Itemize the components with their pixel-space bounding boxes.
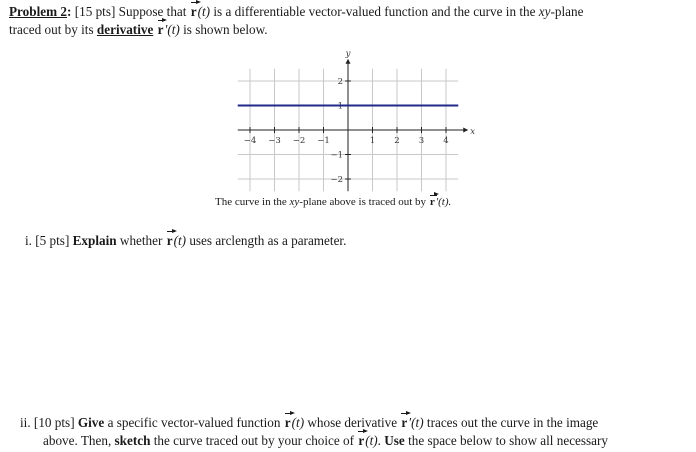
vector-r-symbol: r [166,233,173,248]
part-ii-verb: Give [77,415,105,430]
caption-arg: ′(t). [435,196,452,208]
arg-t: (t) [173,233,187,248]
x-tick-label: −2 [292,136,306,146]
problem-points: [15 pts] [74,4,116,19]
part-ii-number: ii. [20,415,31,430]
part-ii-line-1 [20,415,598,431]
plane-xy: xy [538,4,551,19]
y-tick-label: 1 [337,101,343,112]
y-tick-label: −1 [330,150,343,161]
vector-r-symbol: r [429,196,435,208]
part-ii-line2-c: the space below to show all necessary [408,433,609,448]
part-ii-line-2: above. Then, sketch the curve traced out by your choice of r(t). Use the space below to show all necessary [43,433,609,448]
part-ii-line2-a: above. Then, [43,433,112,448]
y-axis-arrow [346,59,351,64]
part-i-text-b: uses arclength as a parameter. [189,233,347,248]
intro-text-b: is a differentiable vector-valued function and the curve in the [213,4,536,19]
part-i [25,233,346,249]
y-tick-label: 2 [337,77,343,87]
x-tick-label: −4 [243,136,257,146]
arg-t-prime: ′(t) [164,22,180,37]
part-i-number: i. [25,233,32,248]
axes [238,59,469,192]
vector-r-symbol: r [401,415,408,430]
problem-line-2 [9,22,268,38]
part-ii-verb2: sketch [114,433,151,448]
x-tick-label: 4 [443,136,449,146]
part-ii-text-a: a specific vector-valued function [107,415,281,430]
vector-r-symbol: r [284,415,291,430]
arg-t: (t) [365,433,378,448]
part-i-text-a: whether [119,233,163,248]
arg-t: (t) [291,415,305,430]
intro-text-c: traced out by its [9,22,94,37]
derivative-curve-graph [238,48,476,188]
problem-line-1: Problem 2: [15 pts] Suppose that r(t) is a differentiable vector-valued function and the curve in the xy-plane [9,4,584,19]
part-ii-text-b: whose derivative [307,415,398,430]
x-tick-label: 2 [394,136,400,146]
x-tick-label: −3 [268,136,281,146]
figure-caption [215,196,451,208]
arg-t: (t) [197,4,211,19]
problem-heading: Problem 2 [9,4,67,19]
caption-plane: xy [289,196,300,208]
intro-text-d: is shown below. [183,22,268,37]
x-axis-arrow [463,128,468,133]
vector-r-symbol: r [358,433,365,448]
y-axis-label: y [345,48,351,59]
intro-derivative-word: derivative [96,22,154,37]
intro-text-a: Suppose that [118,4,187,19]
part-i-verb: Explain [72,233,117,248]
plane-word: -plane [550,4,584,19]
x-tick-label: 1 [369,136,376,146]
y-tick-label: −2 [330,175,343,185]
arg-t-prime: ′(t) [408,415,424,430]
part-ii-text-c: traces out the curve in the image [426,415,599,430]
part-ii-points: [10 pts] [33,415,75,430]
part-ii-verb3: Use [384,433,405,448]
caption-text-a: The curve in the [215,196,287,208]
x-axis-label: x [470,127,476,137]
x-tick-label: 3 [418,136,425,146]
part-i-points: [5 pts] [35,233,70,248]
vector-r-symbol: r [157,22,164,37]
x-tick-label: −1 [317,136,330,146]
vector-r-symbol: r [190,4,197,19]
caption-text-b: -plane above is traced out by [299,196,427,208]
part-ii-line2-b: the curve traced out by your choice of [153,433,355,448]
